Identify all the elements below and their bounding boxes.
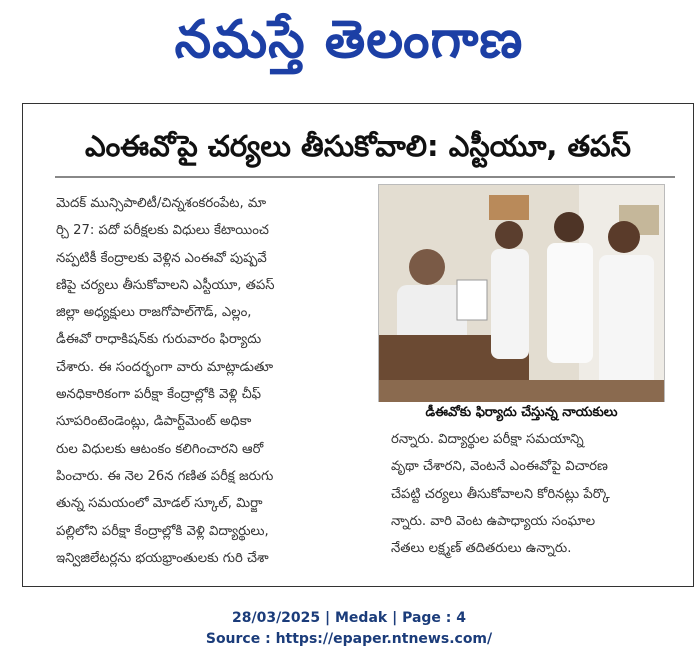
body-line: చేపట్టి చర్యలు తీసుకోవాలని కోరినట్లు పేర్కొ — [391, 486, 610, 502]
body-line: నప్పటికీ కేంద్రాలకు వెళ్లిన ఎంఈవో పుష్పవే — [56, 250, 267, 266]
body-line: చేశారు. ఈ సందర్భంగా వారు మాట్లాడుతూ — [56, 359, 274, 375]
body-line: వృథా చేశారని, వెంటనే ఎంఈవోపై విచారణ — [391, 459, 608, 475]
body-line: పల్లిలోని పరీక్షా కేంద్రాల్లోకి వెళ్లి విద్యార్థులు, — [56, 523, 269, 539]
body-line: తున్న సమయంలో మోడల్ స్కూల్, మిర్జా — [56, 496, 263, 512]
body-line: అనధికారికంగా పరీక్షా కేంద్రాల్లోకి వెళ్లి చీఫ్ — [56, 387, 262, 403]
newspaper-logo: నమస్తే తెలంగాణ — [174, 10, 524, 70]
body-line: ఇన్విజిలేటర్లను భయభ్రాంతులకు గురి చేశా — [56, 550, 269, 566]
publication-info: 28/03/2025 | Medak | Page : 4 — [231, 610, 467, 626]
article-headline: ఎంఈవోపై చర్యలు తీసుకోవాలి: ఎస్టీయూ, తపస్ — [84, 129, 632, 163]
body-line: రన్నారు. విద్యార్థుల పరీక్షా సమయాన్ని — [391, 432, 584, 447]
body-line: మెదక్ మున్సిపాలిటీ/చిన్నశంకరంపేట, మా — [56, 196, 267, 211]
body-line: న్నారు. వారి వెంట ఉపాధ్యాయ సంఘాల — [391, 513, 596, 529]
body-line: ర్చి 27: పదో పరీక్షలకు విధులు కేటాయించ — [56, 223, 269, 239]
body-line: జిల్లా అధ్యక్షులు రాజగోపాల్‌గౌడ్, ఎల్లం, — [56, 305, 252, 321]
source-link[interactable]: Source : https://epaper.ntnews.com/ — [205, 631, 493, 647]
body-line: డీఈవో రాధాకిషన్‌కు గురువారం ఫిర్యాదు — [56, 332, 262, 348]
body-line: ణిపై చర్యలు తీసుకోవాలని ఎస్టీయూ, తపస్ — [56, 277, 275, 293]
body-line: నేతలు లక్ష్మణ్ తదితరులు ఉన్నారు. — [391, 541, 572, 557]
article-body-right-column — [391, 426, 683, 562]
body-line: రుల విధులకు ఆటంకం కలిగించారని ఆరో — [56, 441, 264, 457]
article-body-left-column — [56, 190, 391, 572]
masthead — [0, 0, 698, 92]
photo-illustration — [379, 185, 664, 403]
article-clipping — [22, 103, 694, 587]
headline-divider — [55, 176, 675, 178]
news-photo — [378, 184, 665, 404]
photo-caption: డీఈవోకు ఫిర్యాదు చేస్తున్న నాయకులు — [378, 402, 665, 424]
body-line: సూపరింటెండెంట్లు, డిపార్ట్‌మెంట్ అధికా — [56, 414, 252, 430]
body-line: పించారు. ఈ నెల 26న గణిత పరీక్ష జరుగు — [56, 468, 274, 484]
